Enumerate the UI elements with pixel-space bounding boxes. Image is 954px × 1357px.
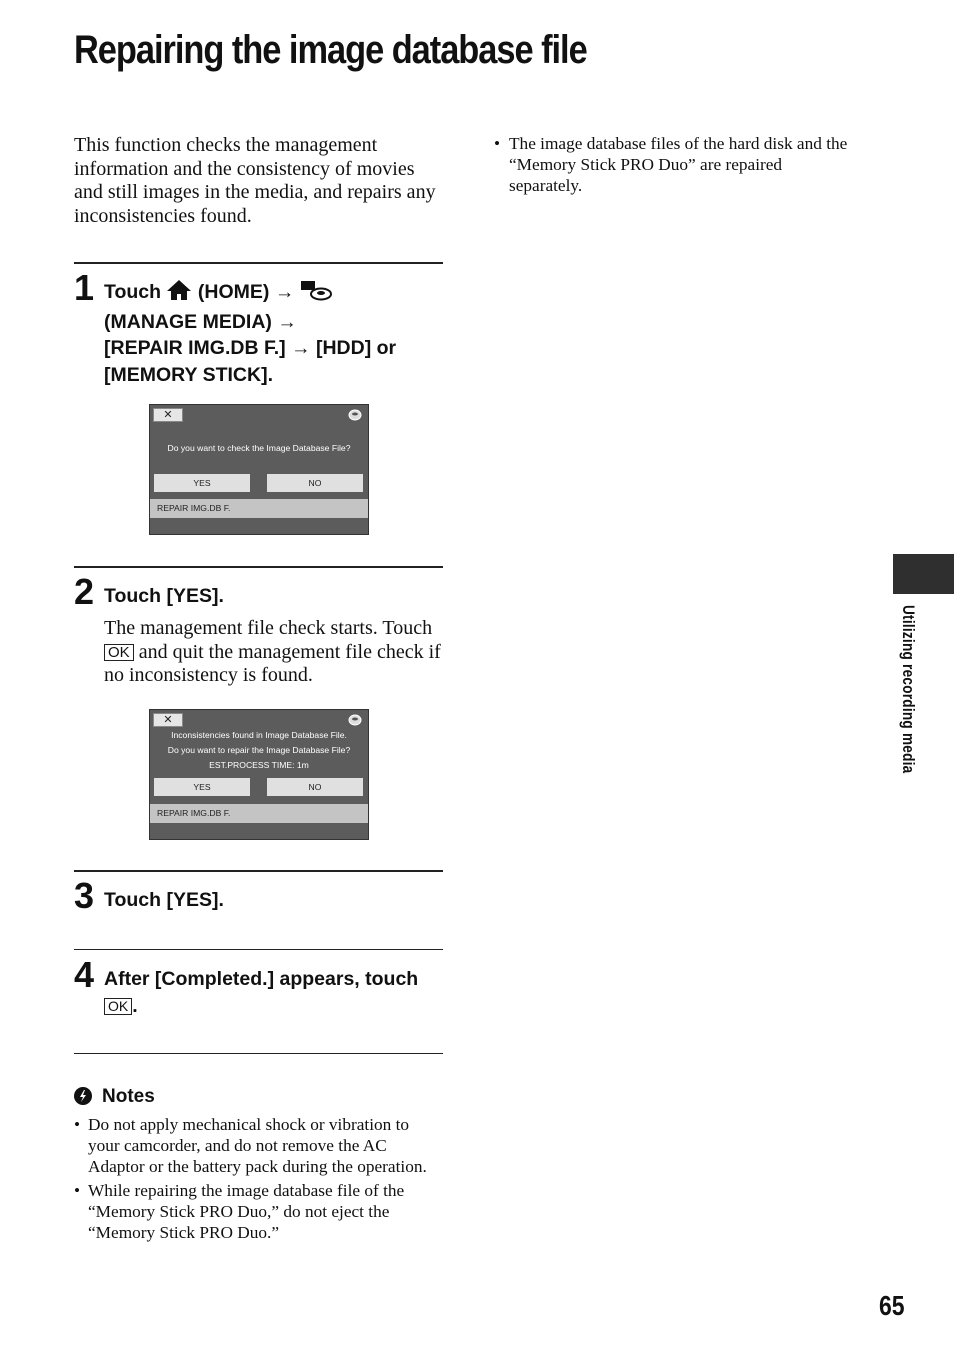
- step-2-body: [104, 617, 449, 688]
- step-3-heading: Touch [YES].: [104, 889, 224, 911]
- yes-button[interactable]: YES: [154, 474, 250, 492]
- lcd-screen-2: [149, 709, 369, 840]
- manage-media-icon: [300, 279, 332, 309]
- step-1-instruction: [104, 279, 449, 388]
- step-text: .: [132, 994, 138, 1017]
- step-divider: [74, 949, 443, 950]
- step-4-heading: [104, 966, 449, 1019]
- dialog-message: Do you want to check the Image Database File?: [167, 443, 351, 453]
- intro-paragraph: This function checks the management information and the consistency of movies and still images in the media, and repairs any inconsistencies found.: [74, 134, 436, 227]
- step-divider: [74, 262, 443, 264]
- dialog-message: Do you want to repair the Image Database File?: [167, 745, 351, 755]
- step-divider: [74, 870, 443, 872]
- yes-button[interactable]: YES: [154, 778, 250, 796]
- step-number: 1: [74, 267, 95, 308]
- step-text: [HDD] or [MEMORY STICK].: [104, 337, 397, 386]
- status-label: REPAIR IMG.DB F.: [157, 808, 231, 818]
- media-icon: [348, 408, 362, 426]
- status-bar: [150, 804, 368, 823]
- page-title: Repairing the image database file: [74, 28, 587, 72]
- step-2-heading: Touch [YES].: [104, 585, 224, 607]
- ok-button-label: OK: [104, 644, 134, 661]
- no-button[interactable]: NO: [267, 474, 363, 492]
- right-column-notes: [494, 133, 854, 196]
- lcd-screen-1: [149, 404, 369, 535]
- close-button[interactable]: ✕: [153, 408, 183, 422]
- side-tab-marker: [893, 554, 954, 594]
- step-divider: [74, 1053, 443, 1054]
- step-text: and quit the management file check if no inconsistency is found.: [104, 640, 441, 687]
- step-text: [REPAIR IMG.DB F.]: [104, 337, 286, 359]
- notes-title: Notes: [102, 1086, 155, 1107]
- list-item: • Do not apply mechanical shock or vibration to your camcorder, and do not remove the AC Adaptor or the battery pack during the operation.: [74, 1114, 442, 1177]
- arrow-icon: →: [291, 337, 311, 359]
- step-number: 3: [74, 875, 95, 916]
- status-bar: [150, 499, 368, 518]
- step-text: Touch: [104, 281, 162, 303]
- dialog-message: Inconsistencies found in Image Database File.: [171, 730, 347, 740]
- step-text: (MANAGE MEDIA): [104, 310, 272, 333]
- arrow-icon: →: [277, 310, 297, 333]
- list-item: • The image database files of the hard disk and the “Memory Stick PRO Duo” are repaired separately.: [494, 133, 854, 196]
- notes-list: [74, 1114, 442, 1246]
- close-button[interactable]: ✕: [153, 713, 183, 727]
- page-number: 65: [879, 1290, 905, 1321]
- step-number: 4: [74, 954, 95, 995]
- arrow-icon: →: [274, 281, 295, 303]
- home-icon: [166, 279, 192, 309]
- step-text: The management file check starts. Touch: [104, 617, 433, 639]
- status-label: REPAIR IMG.DB F.: [157, 503, 231, 513]
- dialog-message: EST.PROCESS TIME: 1m: [209, 760, 309, 770]
- no-button[interactable]: NO: [267, 778, 363, 796]
- notes-warning-icon: [74, 1087, 92, 1105]
- side-tab-label: [898, 605, 918, 825]
- side-tab-text: Utilizing recording media: [899, 605, 918, 774]
- ok-button-label: OK: [104, 998, 132, 1015]
- step-divider: [74, 566, 443, 568]
- notes-heading: [74, 1085, 155, 1109]
- step-text: After [Completed.] appears, touch: [104, 968, 419, 990]
- step-number: 2: [74, 571, 95, 612]
- step-text: (HOME): [197, 281, 270, 303]
- list-item: • While repairing the image database file of the “Memory Stick PRO Duo,” do not eject the “Memory Stick PRO Duo.”: [74, 1180, 442, 1243]
